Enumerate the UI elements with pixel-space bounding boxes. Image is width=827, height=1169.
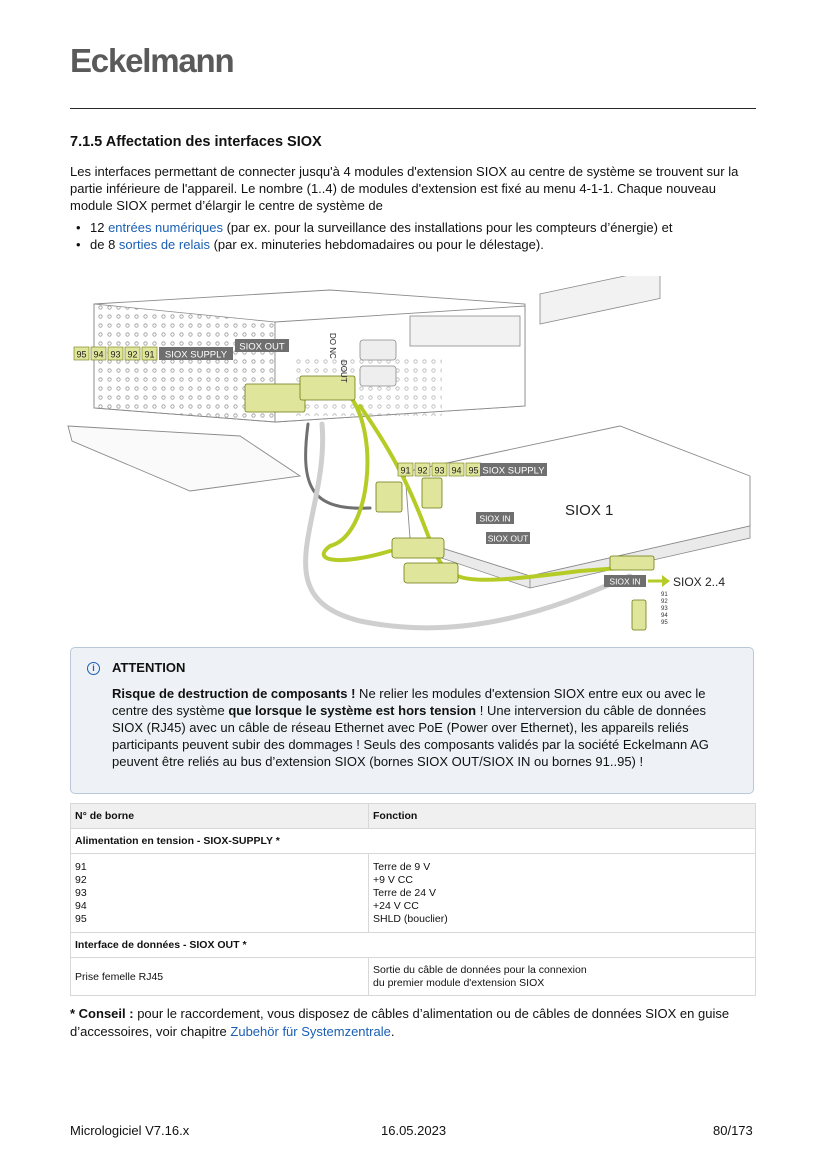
- do-nc-label: DO NC: [328, 333, 337, 359]
- svg-text:93: 93: [661, 606, 668, 612]
- siox-out-label: SIOX OUT: [487, 533, 529, 544]
- link-entrees-numeriques[interactable]: entrées numériques: [108, 220, 223, 235]
- siox-supply-label: SIOX SUPPLY: [482, 465, 545, 477]
- intro-paragraph: Les interfaces permettant de connecter jusqu'à 4 modules d'extension SIOX au centre de système se trouvent sur la partie inférieure de l'appareil. Le nombre (1..4) de modules d'extension est fixé au menu 4-1-1. Chaque nouveau module SIOX permet d’élargir le centre de système de: [70, 164, 739, 213]
- terminal-label: 93: [434, 465, 445, 476]
- link-sorties-de-relais[interactable]: sorties de relais: [118, 237, 210, 252]
- attention-title: ATTENTION: [112, 660, 186, 675]
- header-fonction: Fonction: [369, 804, 756, 829]
- eckelmann-logo: Eckelmann: [70, 42, 234, 79]
- terminal-label: 95: [468, 465, 479, 476]
- attention-text: Risque de destruction de composants ! Ne relier les modules d'extension SIOX entre eux ou avec le centre des système que lorsque le système est hors tension ! Une interversion du câble de données SIOX (RJ45) avec un câble de réseau Ethernet avec PoE (Power over Ethernet), les appareils reliés participants peuvent subir des dommages ! Seuls des composants validés par la société Eckelmann AG peuvent être reliés au bus d’extension SIOX (bornes SIOX OUT/SIOX IN ou bornes 91..95) !: [112, 686, 709, 769]
- siox-supply-label: SIOX SUPPLY: [164, 349, 228, 361]
- borne-cell: Prise femelle RJ45: [71, 958, 369, 996]
- header-borne: N° de borne: [71, 804, 369, 829]
- siox-2-4-label: SIOX 2..4: [673, 575, 726, 589]
- small-terminal-labels: [661, 592, 668, 626]
- terminal-label: 94: [451, 465, 462, 476]
- table-section-row: Interface de données - SIOX OUT *: [71, 933, 756, 958]
- siox-wiring-figure: [60, 276, 760, 638]
- siox1-label: SIOX 1: [565, 502, 614, 519]
- table-header: [71, 804, 756, 829]
- attention-box: [70, 647, 754, 794]
- table-section-row: Alimentation en tension - SIOX-SUPPLY *: [71, 829, 756, 854]
- list-item: • de 8 sorties de relais (par ex. minuteries hebdomadaires ou pour le délestage).: [76, 237, 544, 252]
- table-row: [71, 854, 756, 933]
- borne-cell: 91 92 93 94 95: [71, 854, 369, 933]
- siox-out-top-label: SIOX OUT: [239, 341, 285, 353]
- link-zubehoer[interactable]: Zubehör für Systemzentrale: [230, 1024, 391, 1039]
- svg-text:92: 92: [661, 599, 668, 605]
- section-title: 7.1.5 Affectation des interfaces SIOX: [70, 134, 322, 150]
- feature-list: [76, 219, 672, 253]
- list-item: • 12 entrées numériques (par ex. pour la surveillance des installations pour les compteurs d’énergie) et: [76, 220, 673, 235]
- tip-paragraph: * Conseil : pour le raccordement, vous disposez de câbles d’alimentation ou de câbles de données SIOX en guise d’accessoires, voir chapitre Zubehör für Systemzentrale.: [70, 1006, 730, 1039]
- terminal-label: 93: [110, 349, 121, 360]
- dout-label: DOUT: [339, 360, 348, 383]
- footer-page-number: 80/173: [713, 1123, 753, 1138]
- svg-text:94: 94: [661, 613, 668, 619]
- terminal-label: 92: [127, 349, 138, 360]
- terminal-table: [70, 803, 756, 996]
- arrow-head-icon: [662, 575, 670, 587]
- svg-text:91: 91: [661, 592, 668, 598]
- footer-version: Micrologiciel V7.16.x: [70, 1123, 190, 1138]
- terminal-label: 92: [417, 465, 428, 476]
- svg-text:95: 95: [661, 620, 668, 626]
- footer-date: 16.05.2023: [381, 1123, 447, 1138]
- siox-in-label: SIOX IN: [479, 513, 511, 524]
- fonction-cell: Terre de 9 V +9 V CC Terre de 24 V +24 V CC SHLD (bouclier): [369, 854, 756, 933]
- left-supply-terminals: [74, 347, 233, 361]
- fonction-cell: Sortie du câble de données pour la connexion du premier module d'extension SIOX: [369, 958, 756, 996]
- info-icon: i: [87, 662, 100, 675]
- terminal-label: 91: [144, 349, 155, 360]
- terminal-label: 94: [93, 349, 104, 360]
- terminal-label: 95: [76, 349, 87, 360]
- siox-in-2-label: SIOX IN: [609, 576, 641, 587]
- terminal-label: 91: [400, 465, 411, 476]
- header-rule: [70, 108, 756, 109]
- table-row: [71, 958, 756, 996]
- right-supply-terminals: [398, 463, 547, 477]
